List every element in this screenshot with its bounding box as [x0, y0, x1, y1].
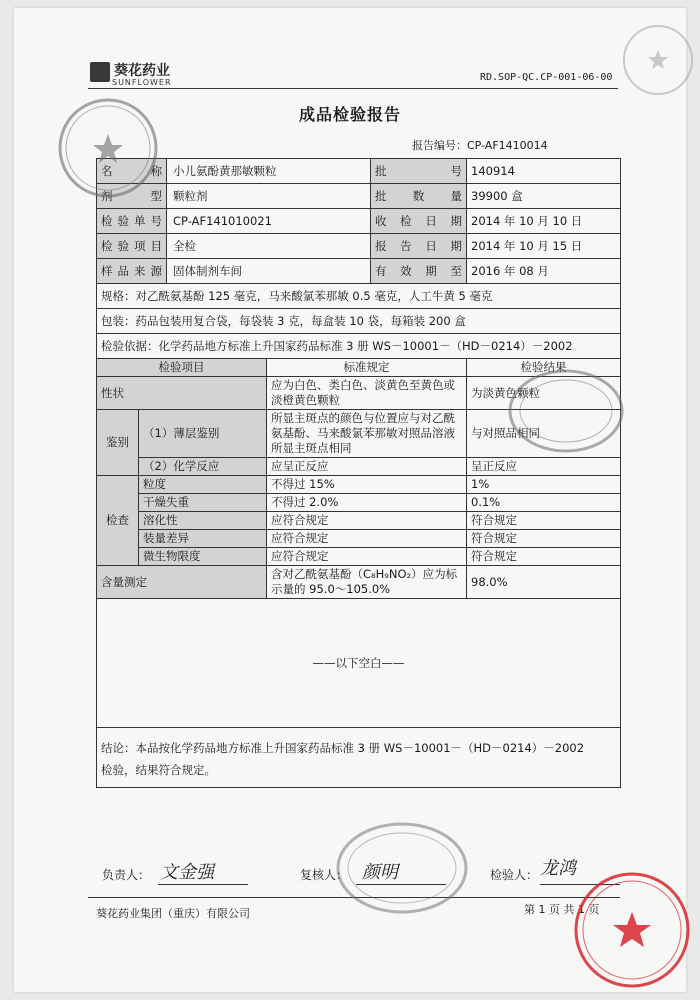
inspection-item-name: 粒度 — [139, 476, 267, 494]
form-value: 颗粒剂 — [167, 184, 371, 209]
info-row — [97, 159, 621, 184]
inspection-item-standard: 应符合规定 — [267, 512, 467, 530]
assay-label: 含量测定 — [97, 566, 267, 599]
inspection-row — [97, 548, 621, 566]
inspection-item-result: 符合规定 — [467, 512, 621, 530]
appearance-result: 为淡黄色颗粒 — [467, 377, 621, 410]
tlc-label: （1）薄层鉴别 — [139, 410, 267, 458]
inspection-item-result: 符合规定 — [467, 530, 621, 548]
inspector-signature: 龙鸿 — [540, 858, 576, 879]
inspection-item-result: 符合规定 — [467, 548, 621, 566]
page-number: 第 1 页 共 1 页 — [524, 903, 600, 916]
chem-label: （2）化学反应 — [139, 458, 267, 476]
inspection-row — [97, 494, 621, 512]
info-row — [97, 234, 621, 259]
conclusion-line-2: 检验，结果符合规定。 — [101, 763, 216, 777]
info-row — [97, 209, 621, 234]
sample-source-value: 固体制剂车间 — [167, 259, 371, 284]
inspection-item-standard: 应符合规定 — [267, 530, 467, 548]
reviewer-label: 复核人： — [300, 868, 349, 882]
inspection-item-name: 装量差异 — [139, 530, 267, 548]
inspection-item-name: 干燥失重 — [139, 494, 267, 512]
inspection-item-result: 1% — [467, 476, 621, 494]
conclusion-row — [97, 728, 621, 788]
inspection-item-standard: 不得过 15% — [267, 476, 467, 494]
oval-qc-stamp-icon — [506, 366, 626, 456]
chem-standard: 应呈正反应 — [267, 458, 467, 476]
receive-date-value: 2014 年 10 月 10 日 — [467, 209, 621, 234]
basis-text: 检验依据：化学药品地方标准上升国家药品标准 3 册 WS－10001－（HD－0214）－2002 — [97, 334, 621, 359]
batch-label: 批 号 — [371, 159, 467, 184]
blank-row — [97, 599, 621, 728]
chem-result: 呈正反应 — [467, 458, 621, 476]
inspection-item-standard: 应符合规定 — [267, 548, 467, 566]
sunflower-logo-icon — [90, 62, 110, 82]
info-row — [97, 184, 621, 209]
specification-text: 规格：对乙酰氨基酚 125 毫克，马来酸氯苯那敏 0.5 毫克，人工牛黄 5 毫克 — [97, 284, 621, 309]
inspection-item-standard: 不得过 2.0% — [267, 494, 467, 512]
assay-result: 98.0% — [467, 566, 621, 599]
red-quality-seal-stamp-icon — [570, 868, 694, 992]
form-label: 剂 型 — [97, 184, 167, 209]
name-value: 小儿氨酚黄那敏颗粒 — [167, 159, 371, 184]
quantity-label: 批 数 量 — [371, 184, 467, 209]
inspection-item-name: 微生物限度 — [139, 548, 267, 566]
tlc-result: 与对照品相同 — [467, 410, 621, 458]
responsible-signature: 文金强 — [160, 862, 214, 883]
oval-department-stamp-icon — [334, 818, 470, 918]
inspection-row — [97, 476, 621, 494]
logo-english: SUNFLOWER — [112, 78, 172, 87]
header-standard: 标准规定 — [267, 359, 467, 377]
tlc-standard: 所显主斑点的颜色与位置应与对乙酰氨基酚、马来酸氯苯那敏对照品溶液所显主斑点相同 — [267, 410, 467, 458]
header-result: 检验结果 — [467, 359, 621, 377]
inspection-report-table — [96, 158, 621, 788]
signature-line — [158, 884, 248, 885]
document-code: RD.SOP-QC.CP-001-06-00 — [480, 72, 613, 83]
conclusion-cell — [97, 728, 621, 788]
packing-text: 包装：药品包装用复合袋，每袋装 3 克，每盒装 10 袋，每箱装 200 盒 — [97, 309, 621, 334]
test-item-label: 检验项目 — [97, 234, 167, 259]
expiry-value: 2016 年 08 月 — [467, 259, 621, 284]
appearance-standard: 应为白色、类白色、淡黄色至黄色或淡橙黄色颗粒 — [267, 377, 467, 410]
expiry-label: 有效期至 — [371, 259, 467, 284]
inspection-row — [97, 512, 621, 530]
inspection-row — [97, 530, 621, 548]
header-rule — [88, 88, 618, 89]
packing-row — [97, 309, 621, 334]
logo-chinese: 葵花药业 — [114, 63, 170, 79]
test-number-label: 检验单号 — [97, 209, 167, 234]
identification-label: 鉴别 — [97, 410, 139, 476]
inspection-item-result: 0.1% — [467, 494, 621, 512]
report-number: 报告编号：CP-AF1410014 — [412, 139, 548, 152]
receive-date-label: 收检日期 — [371, 209, 467, 234]
responsible-label: 负责人： — [102, 868, 151, 882]
quantity-value: 39900 盒 — [467, 184, 621, 209]
report-date-label: 报告日期 — [371, 234, 467, 259]
inspection-item-name: 溶化性 — [139, 512, 267, 530]
inspection-label: 检查 — [97, 476, 139, 566]
blank-note: ——以下空白—— — [97, 599, 621, 728]
faint-corner-stamp-icon — [620, 22, 696, 98]
appearance-label: 性状 — [97, 377, 267, 410]
basis-row — [97, 334, 621, 359]
reviewer-signature: 颜明 — [362, 862, 398, 883]
sample-source-label: 样品来源 — [97, 259, 167, 284]
spec-row — [97, 284, 621, 309]
inspector-label: 检验人： — [490, 868, 539, 882]
identification-row — [97, 458, 621, 476]
info-row — [97, 259, 621, 284]
test-number-value: CP-AF141010021 — [167, 209, 371, 234]
name-label: 名 称 — [97, 159, 167, 184]
test-item-value: 全检 — [167, 234, 371, 259]
batch-value: 140914 — [467, 159, 621, 184]
page-title: 成品检验报告 — [298, 105, 401, 124]
conclusion-line-1: 结论：本品按化学药品地方标准上升国家药品标准 3 册 WS－10001－（HD－0214）－2002 — [101, 741, 585, 755]
header-item: 检验项目 — [97, 359, 267, 377]
footer-company: 葵花药业集团（重庆）有限公司 — [96, 907, 250, 920]
company-seal-stamp-icon — [56, 96, 160, 200]
report-date-value: 2014 年 10 月 15 日 — [467, 234, 621, 259]
assay-standard: 含对乙酰氨基酚（C₈H₉NO₂）应为标示量的 95.0～105.0% — [267, 566, 467, 599]
assay-row — [97, 566, 621, 599]
